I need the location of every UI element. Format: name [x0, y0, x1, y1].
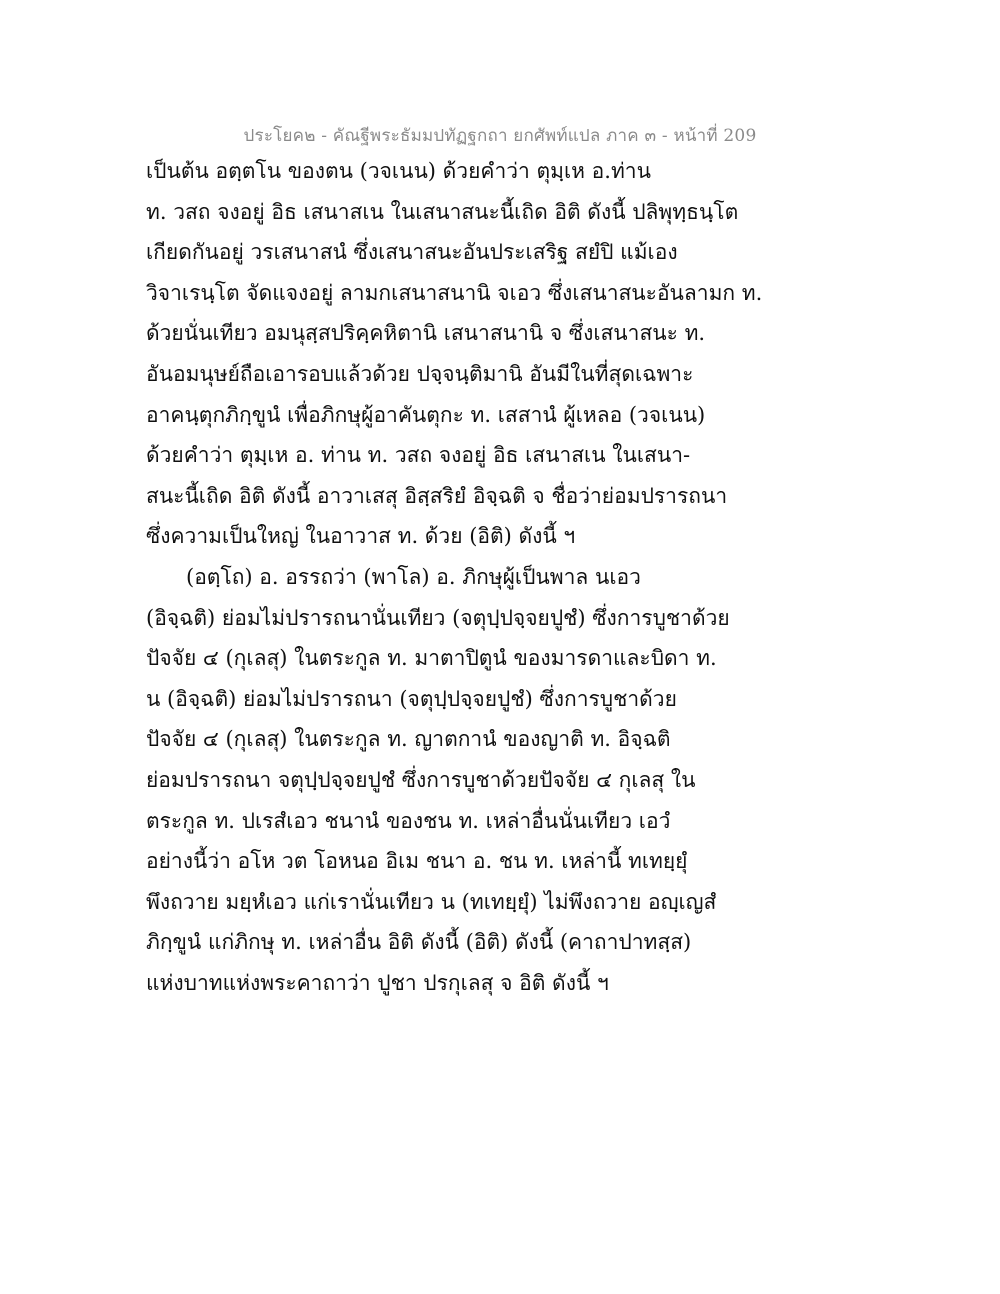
- text-line: ตระกูล ท. ปเรสํเอว ชนานํ ของชน ท. เหล่าอื่นนั่นเทียว เอวํ: [146, 808, 671, 833]
- text-line: ด้วยคำว่า ตุมฺเห อ. ท่าน ท. วสถ จงอยู่ อิธ เสนาสเน ในเสนา-: [146, 443, 691, 468]
- text-line: เป็นต้น อตฺตโน ของตน (วจเนน) ด้วยคำว่า ตุมฺเห อ.ท่าน: [146, 159, 651, 183]
- text-line: ท. วสถ จงอยู่ อิธ เสนาสเน ในเสนาสนะนี้เถิด อิติ ดังนี้ ปลิพุทฺธนฺโต: [146, 199, 739, 224]
- text-line: ภิกฺขูนํ แก่ภิกษุ ท. เหล่าอื่น อิติ ดังนี้ (อิติ) ดังนี้ (คาถาปาทสฺส): [146, 930, 692, 955]
- text-line: ด้วยนั่นเทียว อมนุสฺสปริคฺคหิตานิ เสนาสนานิ จ ซึ่งเสนาสนะ ท.: [146, 321, 706, 346]
- text-line: ย่อมปรารถนา จตุปฺปจฺจยปูชํ ซึ่งการบูชาด้วยปัจจัย ๔ กุเลสุ ใน: [146, 767, 696, 792]
- text-line: เกียดกันอยู่ วรเสนาสนํ ซึ่งเสนาสนะอันประเสริฐ สยํปิ แม้เอง: [146, 240, 678, 265]
- text-line: อันอมนุษย์ถือเอารอบแล้วด้วย ปจฺจนฺติมานิ อันมีในที่สุดเฉพาะ: [146, 361, 694, 386]
- text-line: ปัจจัย ๔ (กุเลสุ) ในตระกูล ท. มาตาปิตูนํ ของมารดาและบิดา ท.: [146, 646, 717, 671]
- body-text: [146, 151, 846, 1003]
- text-line: น (อิจฺฉติ) ย่อมไม่ปรารถนา (จตุปฺปจฺจยปูชํ) ซึ่งการบูชาด้วย: [146, 686, 677, 711]
- text-line: อาคนฺตุกภิกฺขูนํ เพื่อภิกษุผู้อาคันตุกะ ท. เสสานํ ผู้เหลอ (วจเนน): [146, 402, 706, 427]
- text-line: สนะนี้เถิด อิติ ดังนี้ อาวาเสสุ อิสฺสริยํ อิจฺฉติ จ ชื่อว่าย่อมปรารถนา: [146, 483, 728, 508]
- text-line: แห่งบาทแห่งพระคาถาว่า ปูชา ปรกุเลสุ จ อิติ ดังนี้ ฯ: [146, 970, 609, 995]
- text-line: ซึ่งความเป็นใหญ่ ในอาวาส ท. ด้วย (อิติ) ดังนี้ ฯ: [146, 524, 576, 549]
- paragraph-start-line: (อตฺโถ) อ. อรรถว่า (พาโล) อ. ภิกษุผู้เป็นพาล นเอว: [186, 564, 641, 589]
- text-line: พึงถวาย มยฺหํเอว แก่เรานั่นเทียว น (ทเทยฺยุํ) ไม่พึงถวาย อญฺเญสํ: [146, 889, 717, 914]
- text-line: ปัจจัย ๔ (กุเลสุ) ในตระกูล ท. ญาตกานํ ของญาติ ท. อิจฺฉติ: [146, 727, 671, 752]
- text-line: (อิจฺฉติ) ย่อมไม่ปรารถนานั่นเทียว (จตุปฺปจฺจยปูชํ) ซึ่งการบูชาด้วย: [146, 605, 730, 630]
- text-line: อย่างนี้ว่า อโห วต โอหนอ อิเม ชนา อ. ชน ท. เหล่านี้ ทเทยฺยุํ: [146, 849, 688, 874]
- running-header: ประโยค๒ - คัณฐีพระธัมมปทัฏฐกถา ยกศัพท์แปล ภาค ๓ - หน้าที่ 209: [243, 126, 757, 146]
- text-line: วิจาเรนฺโต จัดแจงอยู่ ลามกเสนาสนานิ จเอว ซึ่งเสนาสนะอันลามก ท.: [146, 280, 763, 305]
